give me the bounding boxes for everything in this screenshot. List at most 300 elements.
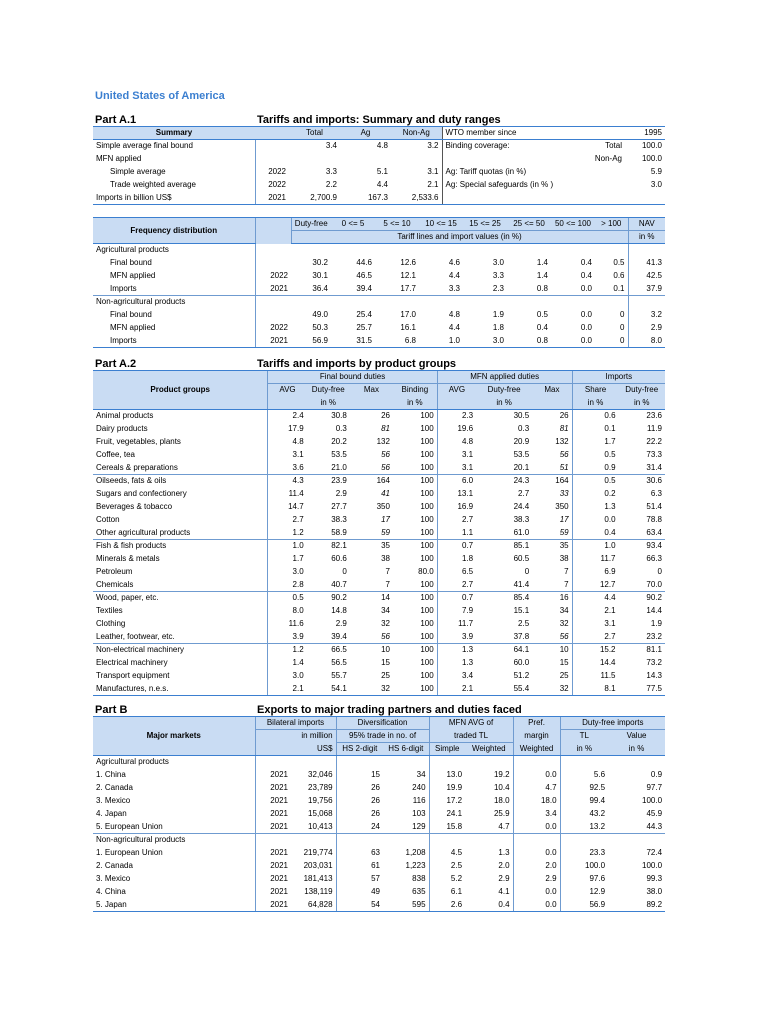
a2-row-label: Other agricultural products: [96, 527, 191, 537]
b-col-unit: Weighted: [465, 743, 513, 756]
b-row-imports: 181,413: [303, 874, 333, 883]
freq-group-blank: [507, 244, 551, 257]
a2-fb-avg: 11.4: [268, 488, 307, 501]
a2-fb-avg: 14.7: [268, 501, 307, 514]
a2-imp-dutyfree: 22.2: [646, 437, 662, 446]
b-header-row-1: [93, 717, 665, 730]
freq-row-value: 1.8: [492, 323, 504, 332]
a2-col-header: Binding: [393, 384, 437, 397]
freq-row-label: Final bound: [110, 258, 152, 267]
summary-row-right-value: 3.0: [650, 180, 662, 189]
freq-row-value: 0.4: [536, 323, 548, 332]
a2-mfn-max: 26: [559, 411, 569, 421]
a2-fb-max: 32: [381, 619, 390, 628]
freq-row-value: 0.0: [580, 323, 592, 332]
b-group-blank: [255, 756, 291, 769]
a2-row-label: Cotton: [96, 515, 120, 524]
a2-fb-avg: 11.6: [268, 618, 307, 631]
freq-row-value: 3.0: [492, 258, 504, 267]
freq-group-blank: [291, 244, 331, 257]
a2-mfn-avg: 7.9: [437, 605, 476, 618]
freq-row-value: 25.7: [356, 323, 372, 332]
a2-fb-max: 56: [381, 462, 390, 472]
wto-member-label: WTO member since: [442, 127, 582, 140]
a2-mfn-avg: 6.5: [437, 566, 476, 579]
a2-imp-dutyfree: 1.9: [650, 619, 662, 628]
a2-mfn-dutyfree: 64.1: [476, 644, 532, 657]
a2-imp-share: 1.0: [572, 540, 618, 553]
b-row-tl: 23.3: [560, 847, 608, 860]
freq-col-header: 0 <= 5: [331, 218, 375, 231]
b-row-value: 44.3: [646, 821, 663, 831]
b-value: Value: [608, 730, 665, 743]
freq-row-value: 0.8: [507, 335, 551, 348]
freq-row-value: 0: [595, 335, 628, 348]
a2-imp-dutyfree: 11.9: [647, 424, 662, 433]
a2-header-row-1: [93, 371, 665, 384]
a2-fb-dutyfree: 55.7: [331, 671, 347, 680]
freq-group-blank: [291, 296, 331, 309]
a2-row-label: Oilseeds, fats & oils: [93, 475, 268, 488]
freq-group-blank: [551, 244, 595, 257]
a2-imp-dutyfree: 73.3: [646, 450, 662, 459]
a2-row: [93, 670, 665, 683]
a2-fb-avg: 1.4: [268, 657, 307, 670]
freq-row-value: 0.6: [613, 271, 625, 280]
b-row-tl: 43.2: [560, 808, 608, 821]
a2-fb-binding: 100: [420, 450, 434, 459]
b-row-hs2: 54: [336, 899, 383, 912]
a2-fb-max: 38: [381, 554, 390, 563]
a2-mfn-max: 34: [559, 606, 569, 615]
b-row-simple: 6.1: [429, 886, 465, 899]
freq-row-value: 0.4: [580, 258, 592, 267]
freq-row-year: 2022: [255, 270, 291, 283]
freq-group-blank: [419, 244, 463, 257]
b-row-simple: 15.8: [429, 821, 465, 834]
a2-row: [93, 553, 665, 566]
a2-row-label: Animal products: [96, 411, 154, 421]
freq-nav-unit: in %: [628, 231, 665, 244]
b-row-imports: 219,774: [303, 848, 333, 857]
a2-row-label: Manufactures, n.e.s.: [93, 683, 268, 696]
freq-row-value: 4.4: [448, 271, 460, 280]
a2-imp-dutyfree: 66.3: [646, 554, 662, 563]
a2-fb-avg: 3.1: [268, 449, 307, 462]
a2-fb-binding: 100: [393, 683, 437, 696]
a2-fb-max: 17: [381, 515, 390, 524]
b-row-value: 100.0: [642, 796, 663, 805]
summary-row-right-label: Binding coverage:: [442, 140, 582, 153]
a2-fb-binding: 100: [420, 411, 434, 421]
summary-row-year: [255, 140, 289, 153]
b-diversification-header: Diversification: [336, 717, 429, 730]
freq-row-value: 6.8: [375, 335, 419, 348]
a2-imports-header: Imports: [572, 371, 665, 384]
a2-mfn-max: 350: [555, 502, 569, 511]
a2-fb-max: 56: [381, 631, 390, 641]
a2-mfn-dutyfree: 55.4: [476, 683, 532, 696]
freq-col-header: > 100: [595, 218, 628, 231]
a2-fb-dutyfree: 27.7: [331, 502, 347, 511]
b-row-margin: 2.0: [513, 860, 560, 873]
a2-col-unit: in %: [619, 397, 665, 410]
a2-imp-dutyfree: 23.6: [646, 411, 662, 421]
b-row-tl: 99.4: [560, 795, 608, 808]
a2-fb-max: 350: [376, 502, 390, 511]
b-row-simple: 4.5: [429, 847, 465, 860]
a2-mfn-avg: 13.1: [437, 488, 476, 501]
a2-row: [93, 540, 665, 553]
freq-row-label: MFN applied: [110, 323, 156, 332]
a2-fb-binding: 100: [420, 631, 434, 641]
b-group-blank: [336, 756, 383, 769]
freq-group-year: [255, 244, 291, 257]
b-row: [93, 873, 665, 886]
b-row-value: 100.0: [642, 861, 663, 870]
a2-mfn-max: 132: [555, 437, 569, 446]
freq-header-year: [255, 218, 291, 244]
freq-row-label: Final bound: [110, 310, 152, 319]
a2-mfn-max: 38: [559, 554, 569, 563]
a2-mfn-dutyfree: 41.4: [513, 579, 530, 589]
freq-row-value: 0.8: [536, 283, 548, 293]
freq-row-value: 46.5: [356, 271, 372, 280]
b-row-year: 2021: [255, 860, 291, 873]
a2-row-label: Coffee, tea: [96, 450, 135, 459]
b-pref-header: Pref.: [513, 717, 560, 730]
summary-row-right-label: Ag: Tariff quotas (in %): [442, 166, 582, 179]
a2-mfn-dutyfree: 38.3: [513, 515, 530, 524]
freq-row-value: 1.9: [492, 310, 504, 319]
a2-col-header: Max: [350, 384, 393, 397]
b-row-simple: 2.6: [429, 899, 465, 912]
freq-row-value: 37.9: [628, 283, 665, 296]
summary-row-nonag: 2,533.6: [391, 192, 442, 205]
b-group-blank: [513, 756, 560, 769]
freq-group-blank: [375, 244, 419, 257]
a2-mfn-avg: 19.6: [437, 423, 476, 436]
b-row-hs2: 49: [336, 886, 383, 899]
b-row-simple: 24.1: [429, 808, 465, 821]
a2-row-label: Cereals & preparations: [96, 462, 178, 472]
b-col-unit: [255, 743, 291, 756]
b-row-simple: 2.5: [429, 860, 465, 873]
b-row-hs6: 240: [412, 783, 426, 792]
a2-fb-binding: 100: [393, 592, 437, 605]
a2-fb-max: 25: [381, 671, 390, 680]
a2-row: [93, 410, 665, 423]
a2-mfn-avg: 2.7: [437, 579, 476, 592]
a2-mfn-dutyfree: 20.9: [513, 437, 530, 446]
b-row-year: 2021: [255, 886, 291, 899]
freq-group-blank: [551, 296, 595, 309]
a2-fb-dutyfree: 82.1: [307, 540, 350, 553]
a2-fb-avg: 4.8: [268, 436, 307, 449]
freq-row-value: 42.5: [628, 270, 665, 283]
b-row-tl: 56.9: [560, 899, 608, 912]
a2-imp-share: 11.7: [572, 553, 618, 566]
b-row-value: 72.4: [646, 848, 663, 857]
b-row-year: 2021: [255, 808, 291, 821]
summary-row-label: MFN applied: [96, 154, 142, 163]
a2-row-label: Fish & fish products: [93, 540, 268, 553]
a2-mfn-max: 7: [564, 567, 569, 576]
freq-row-value: 3.0: [463, 335, 507, 348]
a2-mfn-max: 17: [559, 515, 569, 524]
a2-imp-share: 3.1: [572, 618, 618, 631]
a2-imp-dutyfree: 78.8: [646, 515, 662, 524]
freq-row-label: Imports: [110, 283, 137, 293]
freq-row-value: 25.4: [356, 310, 372, 319]
b-col-unit: in %: [608, 743, 665, 756]
a2-col-header: AVG: [437, 384, 476, 397]
freq-group-row: [93, 296, 665, 309]
freq-row-value: 0: [620, 310, 625, 319]
a2-fb-binding: 100: [420, 424, 434, 433]
a2-fb-avg: 3.0: [268, 670, 307, 683]
freq-title: Frequency distribution: [93, 218, 255, 244]
a2-fb-max: 10: [350, 644, 393, 657]
a2-imp-dutyfree: 0: [657, 567, 662, 576]
freq-group-blank: [507, 296, 551, 309]
a2-imp-dutyfree: 51.4: [646, 502, 662, 511]
summary-header-ag: Ag: [340, 127, 391, 140]
a2-col-header: Duty-free: [307, 384, 350, 397]
a2-mfn-avg: 1.3: [437, 657, 476, 670]
b-group-row: [93, 834, 665, 847]
wto-member-year: 1995: [625, 127, 665, 140]
a2-imp-share: 4.4: [572, 592, 618, 605]
freq-row-value: 44.6: [356, 258, 372, 267]
a2-imp-dutyfree: 31.4: [646, 462, 662, 472]
a2-fb-dutyfree: 40.7: [331, 579, 347, 589]
freq-row-year: 2022: [255, 322, 291, 335]
a2-mfn-dutyfree: 60.0: [513, 658, 530, 667]
b-row-market: 5. European Union: [96, 821, 163, 831]
a2-mfn-dutyfree: 30.5: [513, 411, 530, 421]
part-b-label: Part B: [95, 704, 128, 716]
freq-row-value: 1.4: [536, 271, 548, 280]
a2-fb-binding: 100: [420, 579, 434, 589]
a2-row-label: Minerals & metals: [96, 554, 160, 563]
a2-fb-dutyfree: 66.5: [307, 644, 350, 657]
a2-row-label: Electrical machinery: [96, 658, 168, 667]
a2-col-unit: in %: [572, 397, 618, 410]
summary-row-nonag: 3.1: [427, 167, 439, 176]
a2-mfn-avg: 0.7: [437, 592, 476, 605]
a2-row-label: Clothing: [96, 619, 126, 628]
a2-fb-binding: 100: [420, 502, 434, 511]
a2-fb-avg: 1.2: [268, 644, 307, 657]
freq-group-blank: [595, 296, 628, 309]
b-row-market: 5. Japan: [93, 899, 255, 912]
freq-row-value: 41.3: [628, 257, 665, 270]
a2-row-label: Leather, footwear, etc.: [96, 631, 175, 641]
a2-imp-dutyfree: 63.4: [646, 527, 662, 537]
b-group-blank: [465, 756, 513, 769]
freq-row-value: 0.1: [613, 283, 625, 293]
a2-fb-avg: 2.7: [268, 514, 307, 527]
a2-fb-dutyfree: 56.5: [331, 658, 347, 667]
b-group-blank: [291, 756, 336, 769]
summary-row-label: Trade weighted average: [110, 180, 196, 189]
b-group-blank: [336, 834, 383, 847]
a2-fb-dutyfree: 0.3: [335, 424, 347, 433]
a2-row: [93, 501, 665, 514]
b-row-imports: 19,756: [308, 796, 333, 805]
a2-mfn-avg: 1.3: [437, 644, 476, 657]
a2-mfn-dutyfree: 85.1: [476, 540, 532, 553]
freq-group-year: [255, 296, 291, 309]
b-col-unit: in %: [560, 743, 608, 756]
a2-mfn-avg: 6.0: [437, 475, 476, 488]
b-col-unit: Simple: [429, 743, 465, 756]
b-row-imports: 32,046: [308, 770, 333, 779]
b-row-weighted: 4.1: [498, 887, 510, 896]
b-row-hs2: 61: [336, 860, 383, 873]
product-groups-table: [93, 370, 665, 696]
a2-mfn-max: 56: [559, 450, 569, 459]
a2-fb-binding: 80.0: [418, 567, 434, 576]
summary-row-ag: 167.3: [340, 192, 391, 205]
freq-row-value: 17.0: [400, 310, 416, 319]
freq-group-blank: [628, 296, 665, 309]
a2-fb-binding: 100: [420, 527, 434, 537]
a2-mfn-dutyfree: 53.5: [513, 450, 530, 459]
freq-group-blank: [463, 244, 507, 257]
b-tl: TL: [560, 730, 608, 743]
freq-row: [93, 257, 665, 270]
b-row-hs6: 1,223: [405, 861, 426, 870]
summary-row-total: 2.2: [325, 180, 337, 189]
summary-row-ag: 5.1: [376, 167, 388, 176]
summary-row: [93, 166, 665, 179]
part-a2-title: Tariffs and imports by product groups: [257, 358, 457, 370]
a2-row: [93, 449, 665, 462]
freq-row-year: [255, 257, 291, 270]
part-a2-label: Part A.2: [95, 358, 137, 370]
summary-row-right-value: 5.9: [650, 167, 662, 176]
a2-mfn-avg: 3.1: [437, 449, 476, 462]
summary-row-right-label: Ag: Special safeguards (in % ): [442, 179, 582, 192]
freq-row-value: 17.7: [400, 283, 416, 293]
summary-row-year: 2022: [255, 179, 289, 192]
b-row: [93, 860, 665, 873]
b-row-tl: 97.6: [560, 873, 608, 886]
b-row-hs2: 24: [336, 821, 383, 834]
a2-mfn-avg: 16.9: [437, 501, 476, 514]
b-row: [93, 808, 665, 821]
freq-row-value: 39.4: [356, 283, 372, 293]
a2-fb-binding: 100: [393, 475, 437, 488]
a2-imp-share: 0.1: [572, 423, 618, 436]
a2-fb-avg: 17.9: [268, 423, 307, 436]
a2-row: [93, 618, 665, 631]
b-group-blank: [608, 756, 665, 769]
a2-imp-share: 15.2: [572, 644, 618, 657]
a2-fb-dutyfree: 2.9: [335, 489, 347, 498]
a2-imp-share: 0.5: [572, 449, 618, 462]
b-row-weighted: 1.3: [498, 848, 510, 857]
b-row-margin: 2.9: [513, 873, 560, 886]
a2-imp-dutyfree: 14.4: [646, 606, 662, 615]
a2-mfn-avg: 1.8: [437, 553, 476, 566]
a2-fb-binding: 100: [393, 540, 437, 553]
b-group-blank: [465, 834, 513, 847]
freq-row-label: Imports: [93, 335, 255, 348]
a2-fb-avg: 3.0: [268, 566, 307, 579]
b-row-weighted: 18.0: [493, 796, 510, 805]
b-row-year: 2021: [255, 873, 291, 886]
a2-col-unit: [350, 397, 393, 410]
b-group-blank: [429, 834, 465, 847]
freq-row-value: 0.5: [536, 310, 548, 319]
summary-header-nonag: Non-Ag: [391, 127, 442, 140]
b-row-value: 0.9: [650, 770, 663, 779]
b-row-year: 2021: [255, 795, 291, 808]
a2-fb-binding: 100: [420, 671, 434, 680]
b-row-hs6: 635: [412, 887, 426, 896]
a2-row-label: Petroleum: [96, 567, 133, 576]
freq-group-blank: [595, 244, 628, 257]
summary-row-label: Simple average final bound: [96, 141, 193, 151]
a2-row: [93, 514, 665, 527]
summary-row-label: Simple average: [110, 167, 166, 176]
summary-row-total: 2,700.9: [289, 192, 340, 205]
a2-final-bound-header: Final bound duties: [268, 371, 437, 384]
part-a1-title: Tariffs and imports: Summary and duty ranges: [257, 114, 501, 126]
b-row-market: 2. Canada: [96, 861, 133, 870]
a2-imp-dutyfree: 77.5: [619, 683, 665, 696]
a2-imp-share: 2.7: [572, 631, 618, 644]
a2-fb-dutyfree: 2.9: [335, 619, 347, 628]
summary-row-nonag: 3.2: [427, 141, 439, 151]
a2-fb-binding: 100: [393, 644, 437, 657]
b-row-market: 1. China: [96, 770, 126, 779]
a2-row: [93, 644, 665, 657]
country-title: United States of America: [95, 90, 225, 102]
a2-fb-avg: 2.8: [268, 579, 307, 592]
a2-imp-dutyfree: 90.2: [619, 592, 665, 605]
a2-col-unit: [532, 397, 572, 410]
b-row-imports: 23,789: [308, 783, 333, 792]
a2-imp-share: 0.6: [572, 410, 618, 423]
b-row-hs6: 34: [416, 770, 426, 779]
a2-imp-share: 0.4: [572, 527, 618, 540]
a2-fb-max: 35: [350, 540, 393, 553]
freq-row-value: 56.9: [291, 335, 331, 348]
freq-row: [93, 335, 665, 348]
a2-fb-dutyfree: 58.9: [331, 527, 347, 537]
a2-imp-share: 0.9: [572, 462, 618, 475]
b-row-margin: 3.4: [513, 808, 560, 821]
b-row-year: 2021: [255, 769, 291, 782]
freq-row-value: 1.4: [536, 258, 548, 267]
a2-fb-dutyfree: 20.2: [331, 437, 347, 446]
b-row-weighted: 25.9: [493, 809, 510, 818]
freq-row-value: 3.3: [448, 283, 460, 293]
summary-row-right-sub: Total: [605, 141, 622, 151]
a2-mfn-dutyfree: 15.1: [513, 606, 530, 615]
a2-mfn-dutyfree: 37.8: [513, 631, 530, 641]
summary-row-right-value: 100.0: [641, 154, 662, 163]
summary-row-right-sub: Non-Ag: [594, 154, 622, 163]
b-hdr-blank: [255, 730, 291, 743]
b-row-market: 4. China: [96, 887, 126, 896]
a2-fb-max: 56: [381, 450, 390, 459]
a2-fb-dutyfree: 53.5: [331, 450, 347, 459]
